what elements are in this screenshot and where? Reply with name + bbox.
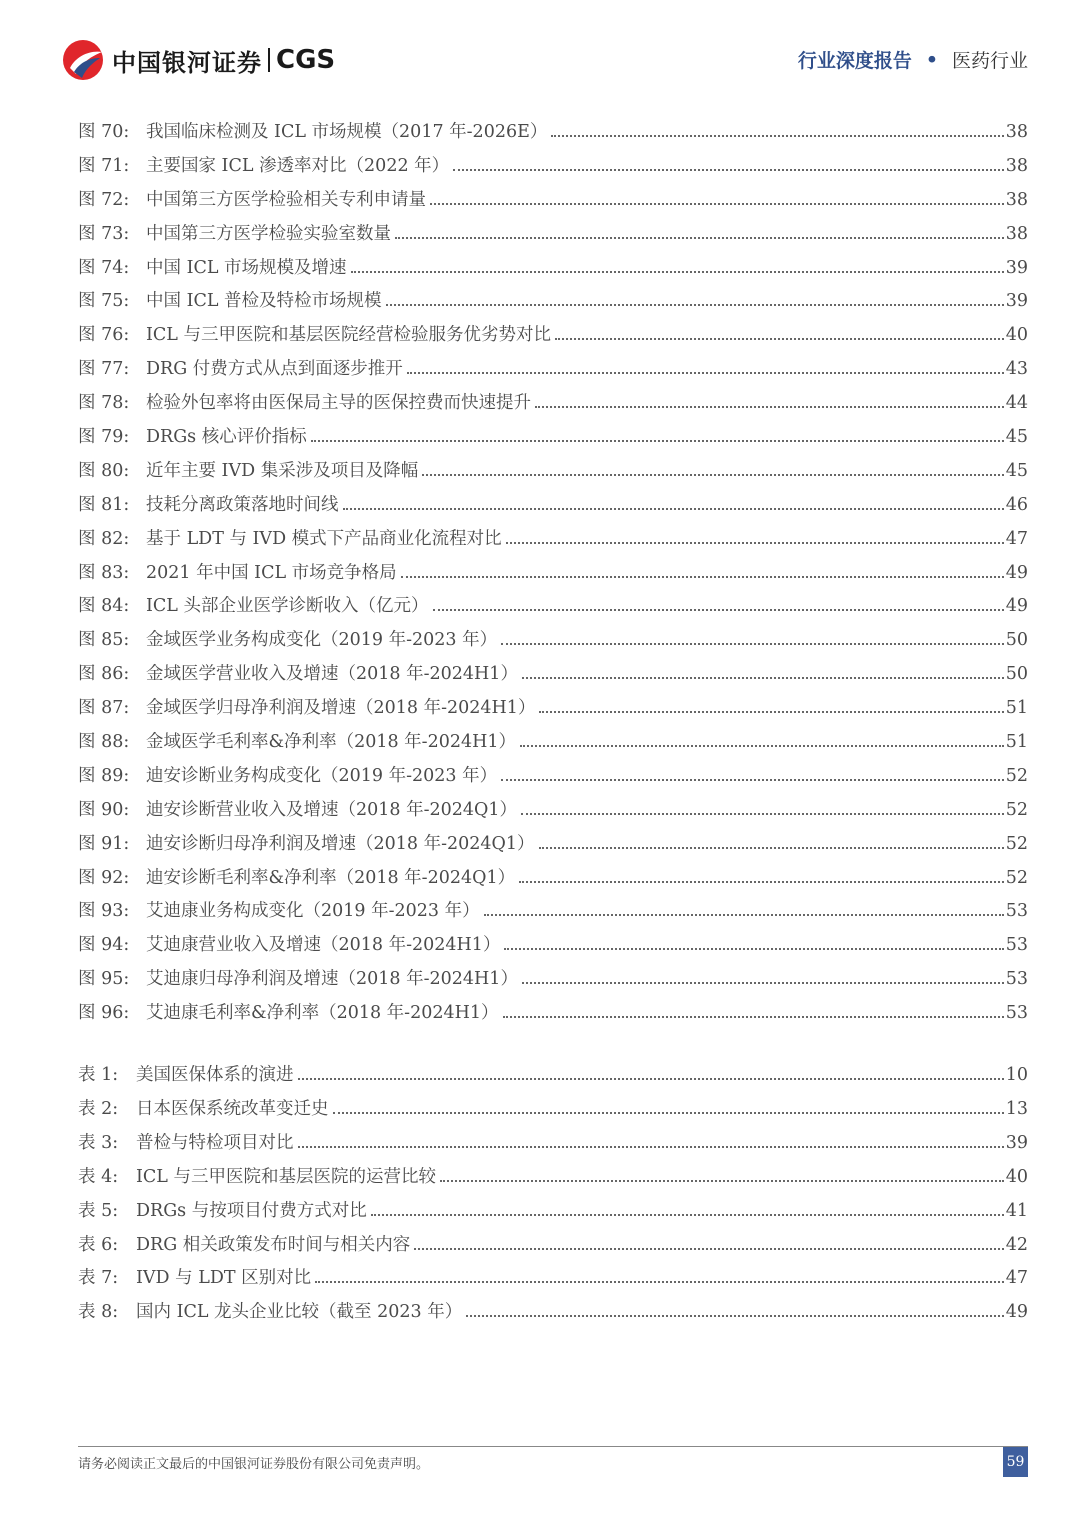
entry-number: 图 93:: [78, 901, 130, 922]
dot-leader: [343, 508, 1004, 510]
entry-page: 42: [1005, 1234, 1028, 1255]
entry-title: 主要国家 ICL 渗透率对比（2022 年）: [146, 155, 450, 176]
entry-title: 日本医保系统改革变迁史: [136, 1098, 329, 1119]
toc-entry[interactable]: [78, 660, 1028, 694]
entry-title: 美国医保体系的演进: [136, 1065, 294, 1086]
toc-entry[interactable]: [78, 931, 1028, 965]
entry-number: 表 6:: [78, 1234, 119, 1255]
entry-title: 检验外包率将由医保局主导的医保控费而快速提升: [146, 393, 531, 414]
toc-entry[interactable]: [78, 389, 1028, 423]
toc-entry[interactable]: [78, 1163, 1028, 1197]
toc-entry[interactable]: [78, 355, 1028, 389]
entry-number: 表 8:: [78, 1302, 119, 1323]
entry-number: 图 80:: [78, 460, 130, 481]
entry-title: ICL 与三甲医院和基层医院经营检验服务优劣势对比: [146, 325, 551, 346]
toc-entry[interactable]: [78, 999, 1028, 1033]
entry-number: 图 75:: [78, 291, 130, 312]
entry-title: 技耗分离政策落地时间线: [146, 494, 339, 515]
toc-entry[interactable]: [78, 830, 1028, 864]
table-of-contents: [78, 118, 1028, 1332]
dot-leader: [371, 1214, 1004, 1216]
entry-number: 表 7:: [78, 1268, 119, 1289]
entry-page: 39: [1005, 1132, 1028, 1153]
entry-title: ICL 头部企业医学诊断收入（亿元）: [146, 596, 429, 617]
entry-title: 中国 ICL 普检及特检市场规模: [146, 291, 382, 312]
dot-leader: [414, 1248, 1003, 1250]
dot-leader: [506, 542, 1004, 544]
toc-entry[interactable]: [78, 762, 1028, 796]
entry-page: 49: [1005, 562, 1028, 583]
toc-entry[interactable]: [78, 728, 1028, 762]
dot-leader: [298, 1078, 1004, 1080]
entry-title: 中国 ICL 市场规模及增速: [146, 257, 347, 278]
dot-leader: [484, 914, 1004, 916]
page-header: [0, 0, 1080, 100]
toc-entry[interactable]: [78, 1264, 1028, 1298]
toc-entry[interactable]: [78, 1095, 1028, 1129]
entry-title: IVD 与 LDT 区别对比: [136, 1268, 312, 1289]
toc-entry[interactable]: [78, 186, 1028, 220]
toc-entry[interactable]: [78, 559, 1028, 593]
entry-number: 图 84:: [78, 596, 130, 617]
entry-number: 图 87:: [78, 698, 130, 719]
toc-entry[interactable]: [78, 1197, 1028, 1231]
dot-leader: [315, 1281, 1004, 1283]
entry-page: 52: [1005, 765, 1028, 786]
entry-page: 47: [1005, 528, 1028, 549]
entry-number: 图 88:: [78, 732, 130, 753]
entry-number: 图 79:: [78, 427, 130, 448]
entry-page: 39: [1005, 257, 1028, 278]
entry-number: 图 81:: [78, 494, 130, 515]
dot-leader: [522, 982, 1004, 984]
dot-leader: [333, 1112, 1004, 1114]
dot-leader: [551, 135, 1003, 137]
entry-number: 图 78:: [78, 393, 130, 414]
entry-page: 43: [1005, 359, 1028, 380]
company-logo: [60, 38, 335, 82]
entry-title: 中国第三方医学检验相关专利申请量: [146, 189, 426, 210]
report-category: [798, 46, 1028, 73]
entry-page: 46: [1005, 494, 1028, 515]
dot-leader: [433, 609, 1004, 611]
entry-number: 图 73:: [78, 223, 130, 244]
dot-leader: [503, 1016, 1004, 1018]
figure-list: [78, 118, 1028, 1033]
entry-title: 基于 LDT 与 IVD 模式下产品商业化流程对比: [146, 528, 502, 549]
toc-entry[interactable]: [78, 1231, 1028, 1265]
entry-number: 图 95:: [78, 969, 130, 990]
entry-page: 10: [1005, 1065, 1028, 1086]
entry-page: 53: [1005, 935, 1028, 956]
entry-number: 表 3:: [78, 1132, 119, 1153]
entry-page: 38: [1005, 223, 1028, 244]
dot-leader: [519, 881, 1004, 883]
entry-number: 图 76:: [78, 325, 130, 346]
entry-page: 52: [1005, 867, 1028, 888]
entry-number: 图 85:: [78, 630, 130, 651]
entry-title: 2021 年中国 ICL 市场竞争格局: [146, 562, 397, 583]
entry-title: DRG 付费方式从点到面逐步推开: [146, 359, 403, 380]
dot-leader: [298, 1146, 1004, 1148]
dot-leader: [407, 372, 1004, 374]
entry-number: 图 89:: [78, 765, 130, 786]
entry-page: 53: [1005, 1003, 1028, 1024]
dot-leader: [351, 271, 1004, 273]
entry-number: 图 94:: [78, 935, 130, 956]
toc-entry[interactable]: [78, 118, 1028, 152]
entry-number: 图 70:: [78, 122, 130, 142]
toc-entry[interactable]: [78, 287, 1028, 321]
toc-entry[interactable]: [78, 423, 1028, 457]
dot-leader: [535, 406, 1004, 408]
entry-title: 迪安诊断归母净利润及增速（2018 年-2024Q1）: [146, 833, 535, 854]
footer-divider: [78, 1446, 1028, 1447]
toc-entry[interactable]: [78, 321, 1028, 355]
entry-number: 表 4:: [78, 1166, 119, 1187]
toc-entry[interactable]: [78, 1061, 1028, 1095]
entry-page: 41: [1005, 1200, 1028, 1221]
entry-number: 图 72:: [78, 189, 130, 210]
entry-title: 中国第三方医学检验实验室数量: [146, 223, 391, 244]
entry-title: 我国临床检测及 ICL 市场规模（2017 年-2026E）: [146, 122, 548, 142]
page-number-badge: 59: [1003, 1447, 1028, 1477]
entry-number: 图 90:: [78, 799, 130, 820]
entry-page: 50: [1005, 664, 1028, 685]
entry-page: 38: [1005, 155, 1028, 176]
entry-page: 40: [1005, 1166, 1028, 1187]
dot-leader: [522, 677, 1004, 679]
dot-leader: [386, 304, 1004, 306]
entry-page: 38: [1005, 122, 1028, 142]
dot-leader: [430, 203, 1004, 205]
dot-leader: [539, 711, 1003, 713]
entry-title: 金域医学业务构成变化（2019 年-2023 年）: [146, 630, 498, 651]
toc-entry[interactable]: [78, 254, 1028, 288]
entry-page: 45: [1005, 460, 1028, 481]
toc-entry[interactable]: [78, 491, 1028, 525]
dot-leader: [555, 338, 1004, 340]
header-separator: •: [925, 48, 938, 71]
entry-page: 50: [1005, 630, 1028, 651]
entry-title: 艾迪康业务构成变化（2019 年-2023 年）: [146, 901, 480, 922]
entry-page: 53: [1005, 901, 1028, 922]
toc-entry[interactable]: [78, 626, 1028, 660]
entry-number: 图 71:: [78, 155, 130, 176]
footer-disclaimer: 请务必阅读正文最后的中国银河证券股份有限公司免责声明。: [78, 1457, 430, 1472]
entry-page: 51: [1005, 698, 1028, 719]
dot-leader: [501, 779, 1004, 781]
entry-title: 金域医学营业收入及增速（2018 年-2024H1）: [146, 664, 518, 685]
section-gap: [78, 1033, 1028, 1061]
entry-title: 迪安诊断业务构成变化（2019 年-2023 年）: [146, 765, 498, 786]
toc-entry[interactable]: [78, 152, 1028, 186]
entry-title: 迪安诊断毛利率&净利率（2018 年-2024Q1）: [146, 867, 516, 888]
table-list: [78, 1061, 1028, 1332]
logo-chinese-name: 中国银河证券: [112, 48, 262, 77]
toc-entry[interactable]: [78, 1129, 1028, 1163]
entry-title: 艾迪康毛利率&净利率（2018 年-2024H1）: [146, 1003, 499, 1024]
logo-separator: [268, 48, 270, 72]
entry-title: ICL 与三甲医院和基层医院的运营比较: [136, 1166, 436, 1187]
entry-title: 国内 ICL 龙头企业比较（截至 2023 年）: [136, 1302, 463, 1323]
dot-leader: [504, 948, 1003, 950]
report-type: 行业深度报告: [797, 50, 912, 72]
dot-leader: [422, 474, 1004, 476]
toc-entry[interactable]: [78, 1298, 1028, 1332]
cgs-logo-icon: [60, 38, 106, 82]
entry-page: 40: [1005, 325, 1028, 346]
entry-number: 图 92:: [78, 867, 130, 888]
toc-entry[interactable]: [78, 897, 1028, 931]
dot-leader: [466, 1315, 1004, 1317]
entry-page: 49: [1005, 596, 1028, 617]
entry-page: 13: [1005, 1098, 1028, 1119]
entry-number: 图 96:: [78, 1003, 130, 1024]
entry-page: 45: [1005, 427, 1028, 448]
entry-page: 49: [1005, 1302, 1028, 1323]
entry-page: 52: [1005, 833, 1028, 854]
industry-label: 医药行业: [951, 50, 1028, 72]
toc-entry[interactable]: [78, 525, 1028, 559]
dot-leader: [440, 1180, 1004, 1182]
dot-leader: [539, 847, 1004, 849]
entry-page: 38: [1005, 189, 1028, 210]
toc-entry[interactable]: [78, 965, 1028, 999]
dot-leader: [521, 813, 1004, 815]
entry-title: 艾迪康归母净利润及增速（2018 年-2024H1）: [146, 969, 518, 990]
entry-page: 52: [1005, 799, 1028, 820]
entry-title: DRG 相关政策发布时间与相关内容: [136, 1234, 411, 1255]
toc-entry[interactable]: [78, 220, 1028, 254]
entry-number: 表 1:: [78, 1065, 119, 1086]
entry-title: 艾迪康营业收入及增速（2018 年-2024H1）: [146, 935, 501, 956]
entry-page: 39: [1005, 291, 1028, 312]
toc-entry[interactable]: [78, 864, 1028, 898]
dot-leader: [395, 237, 1004, 239]
entry-number: 表 2:: [78, 1098, 119, 1119]
toc-entry[interactable]: [78, 694, 1028, 728]
entry-number: 图 91:: [78, 833, 130, 854]
entry-title: 迪安诊断营业收入及增速（2018 年-2024Q1）: [146, 799, 518, 820]
dot-leader: [501, 643, 1004, 645]
entry-page: 47: [1005, 1268, 1028, 1289]
entry-title: DRGs 与按项目付费方式对比: [136, 1200, 367, 1221]
entry-number: 图 83:: [78, 562, 130, 583]
entry-title: 金域医学毛利率&净利率（2018 年-2024H1）: [146, 732, 517, 753]
dot-leader: [401, 576, 1004, 578]
entry-number: 图 77:: [78, 359, 130, 380]
entry-title: 普检与特检项目对比: [136, 1132, 294, 1153]
logo-english-name: CGS: [276, 45, 336, 75]
entry-number: 图 74:: [78, 257, 130, 278]
entry-title: 近年主要 IVD 集采涉及项目及降幅: [146, 460, 419, 481]
dot-leader: [453, 169, 1004, 171]
entry-number: 图 86:: [78, 664, 130, 685]
toc-entry[interactable]: [78, 796, 1028, 830]
dot-leader: [520, 745, 1004, 747]
toc-entry[interactable]: [78, 457, 1028, 491]
entry-page: 51: [1005, 732, 1028, 753]
entry-title: 金域医学归母净利润及增速（2018 年-2024H1）: [146, 698, 536, 719]
toc-entry[interactable]: [78, 592, 1028, 626]
entry-title: DRGs 核心评价指标: [146, 427, 307, 448]
entry-number: 表 5:: [78, 1200, 119, 1221]
entry-number: 图 82:: [78, 528, 130, 549]
entry-page: 44: [1005, 393, 1028, 414]
entry-page: 53: [1005, 969, 1028, 990]
dot-leader: [311, 440, 1004, 442]
